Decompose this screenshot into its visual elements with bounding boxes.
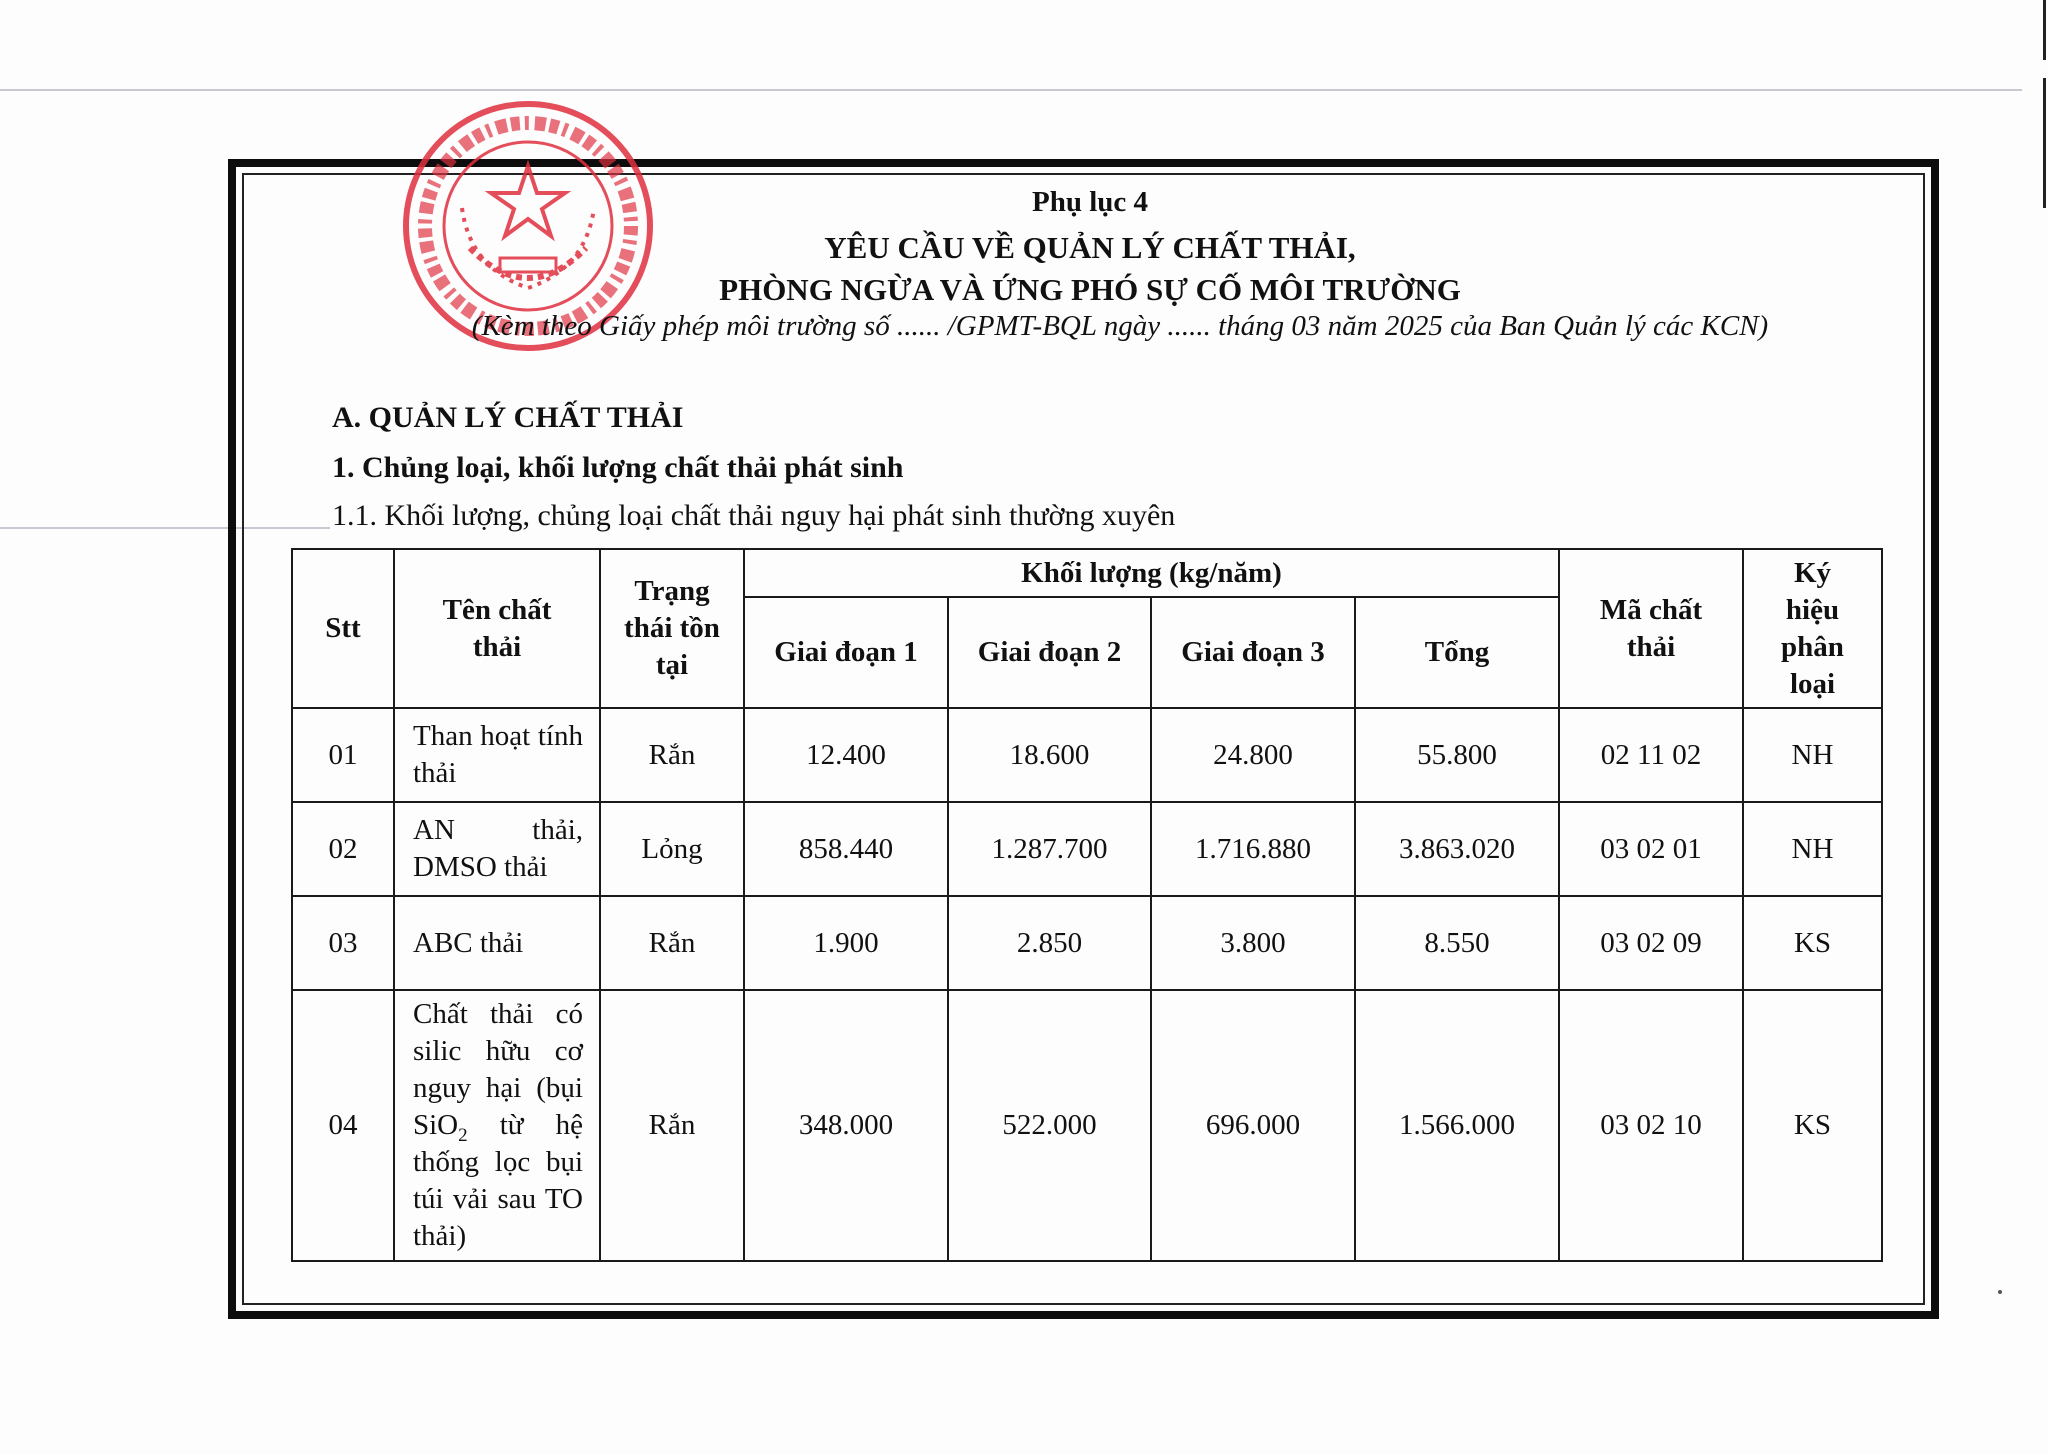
document-subtitle: (Kèm theo Giấy phép môi trường số ...... /GPMT-BQL ngày ...... tháng 03 năm 2025 của Ban Quản lý các KCN)	[471, 310, 1769, 342]
cell-total: 8.550	[1355, 896, 1559, 990]
cell-state: Lỏng	[600, 802, 744, 896]
cell-state: Rắn	[600, 708, 744, 802]
cell-classification: NH	[1743, 708, 1882, 802]
header-classification-label: Ký hiệu phân loại	[1781, 556, 1844, 700]
header-stt: Stt	[292, 549, 394, 708]
header-phase-2: Giai đoạn 2	[948, 597, 1151, 708]
cell-phase-3: 24.800	[1151, 708, 1355, 802]
scan-line-top	[0, 89, 2022, 91]
cell-phase-1: 12.400	[744, 708, 948, 802]
table-row	[292, 802, 1882, 896]
cell-phase-1: 348.000	[744, 990, 948, 1261]
page-edge-mark	[2043, 0, 2046, 60]
cell-waste-name: ABC thải	[394, 896, 600, 990]
section-1-1-heading: 1.1. Khối lượng, chủng loại chất thải nguy hại phát sinh thường xuyên	[332, 499, 1176, 532]
cell-waste-code: 03 02 09	[1559, 896, 1743, 990]
cell-phase-3: 1.716.880	[1151, 802, 1355, 896]
table-row	[292, 990, 1882, 1261]
section-1-heading: 1. Chủng loại, khối lượng chất thải phát sinh	[332, 451, 904, 484]
header-waste-code	[1559, 549, 1743, 708]
page-edge-mark	[2043, 78, 2046, 208]
cell-waste-code: 03 02 01	[1559, 802, 1743, 896]
cell-stt: 01	[292, 708, 394, 802]
header-phase-3: Giai đoạn 3	[1151, 597, 1355, 708]
cell-total: 55.800	[1355, 708, 1559, 802]
cell-classification: KS	[1743, 896, 1882, 990]
header-waste-code-label: Mã chất thải	[1599, 593, 1703, 663]
cell-waste-name	[394, 990, 600, 1261]
cell-state: Rắn	[600, 896, 744, 990]
cell-total: 3.863.020	[1355, 802, 1559, 896]
cell-waste-name: Than hoạt tính thải	[394, 708, 600, 802]
document-title-line-2: PHÒNG NGỪA VÀ ỨNG PHÓ SỰ CỐ MÔI TRƯỜNG	[719, 272, 1461, 307]
cell-phase-1: 858.440	[744, 802, 948, 896]
table-row	[292, 708, 1882, 802]
cell-phase-1: 1.900	[744, 896, 948, 990]
cell-waste-code: 02 11 02	[1559, 708, 1743, 802]
header-total: Tổng	[1355, 597, 1559, 708]
cell-phase-3: 696.000	[1151, 990, 1355, 1261]
cell-stt: 04	[292, 990, 394, 1261]
hazardous-waste-table	[291, 548, 1883, 1262]
header-state	[600, 549, 744, 708]
header-waste-name	[394, 549, 600, 708]
cell-phase-3: 3.800	[1151, 896, 1355, 990]
document-title-line-1: YÊU CẦU VỀ QUẢN LÝ CHẤT THẢI,	[824, 230, 1356, 265]
scan-speck	[1998, 1290, 2002, 1294]
cell-waste-name: AN thải, DMSO thải	[394, 802, 600, 896]
header-classification	[1743, 549, 1882, 708]
cell-classification: KS	[1743, 990, 1882, 1261]
table-row	[292, 896, 1882, 990]
cell-state: Rắn	[600, 990, 744, 1261]
header-mass-group: Khối lượng (kg/năm)	[744, 549, 1559, 597]
cell-waste-name-text-cont: từ hệ thống lọc bụi túi vải sau TO thải)	[413, 1109, 583, 1252]
header-phase-1: Giai đoạn 1	[744, 597, 948, 708]
cell-phase-2: 522.000	[948, 990, 1151, 1261]
cell-phase-2: 1.287.700	[948, 802, 1151, 896]
table-header-row	[292, 549, 1882, 597]
cell-stt: 03	[292, 896, 394, 990]
subscript-2: 2	[458, 1124, 468, 1146]
cell-waste-name-text: Chất thải có silic hữu cơ nguy hại (bụi SiO	[413, 998, 583, 1141]
cell-waste-code: 03 02 10	[1559, 990, 1743, 1261]
header-waste-name-label: Tên chất thải	[442, 593, 552, 663]
header-state-label: Trạng thái tồn tại	[624, 575, 720, 681]
section-a-heading: A. QUẢN LÝ CHẤT THẢI	[332, 401, 684, 434]
cell-total: 1.566.000	[1355, 990, 1559, 1261]
cell-phase-2: 18.600	[948, 708, 1151, 802]
cell-stt: 02	[292, 802, 394, 896]
cell-phase-2: 2.850	[948, 896, 1151, 990]
cell-classification: NH	[1743, 802, 1882, 896]
appendix-label: Phụ lục 4	[1031, 186, 1149, 218]
